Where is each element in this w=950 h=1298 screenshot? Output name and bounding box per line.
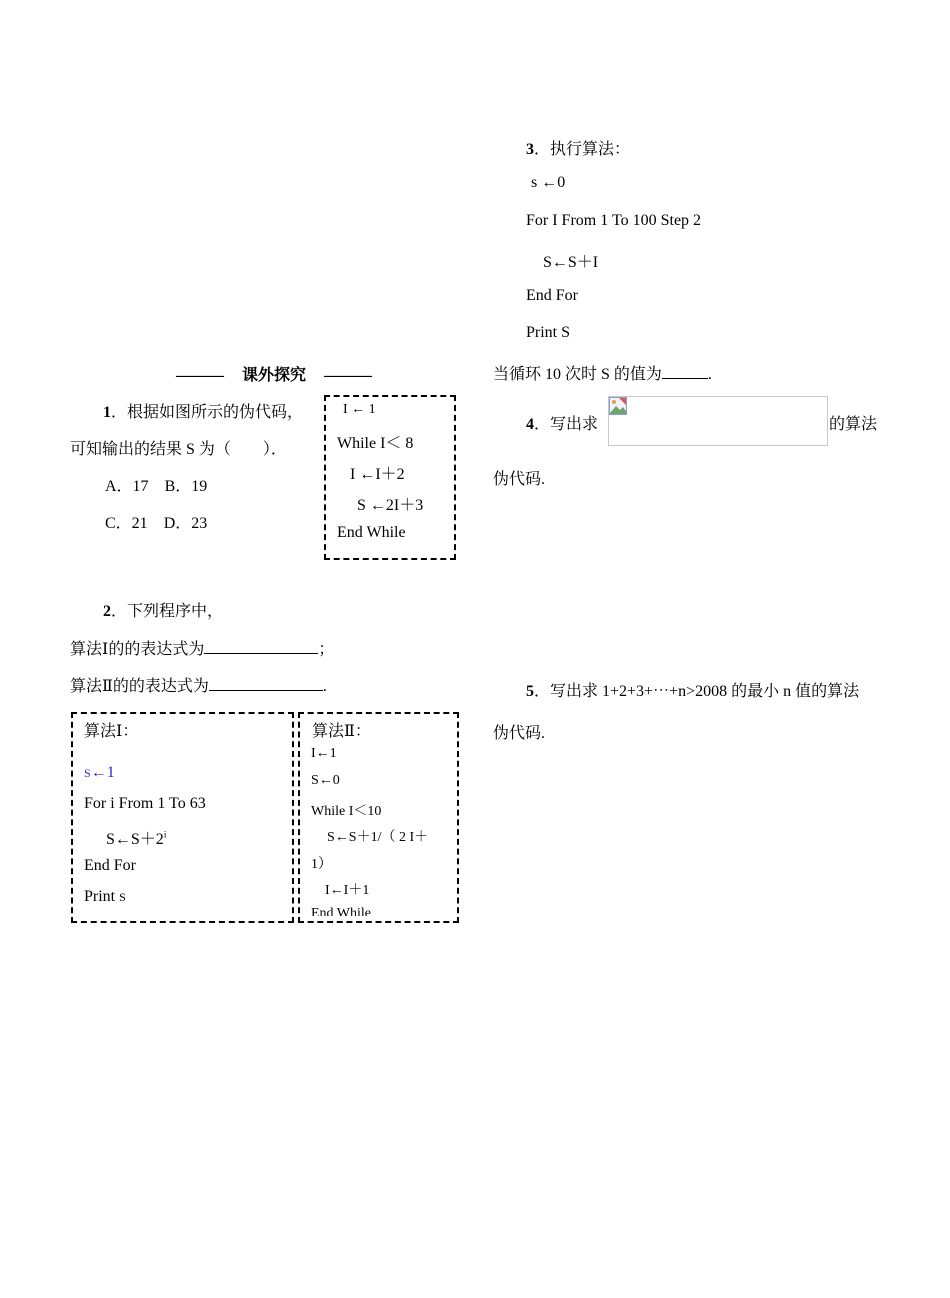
q2-algo2-blank xyxy=(209,676,323,691)
q5-line-1 xyxy=(526,678,859,701)
algo2-title: 算法Ⅱ： xyxy=(312,723,371,740)
algo1-print xyxy=(84,888,126,906)
algo2-content xyxy=(300,714,457,916)
q3-question-text: 当循环 10 次时 S 的值为 xyxy=(493,366,662,383)
algo1-for-line: For i From 1 To 63 xyxy=(84,795,206,812)
section-right-dash: ——— xyxy=(324,367,373,384)
q3-code-line-1: s ←0 xyxy=(531,174,566,191)
formula-image-placeholder xyxy=(608,396,828,446)
q1-code-line-3: I ←I＋2 xyxy=(350,466,405,483)
q2-line-2-text: 算法Ⅰ的的表达式为 xyxy=(70,641,205,658)
algo2-line-3: While I＜10 xyxy=(311,804,382,819)
q1-option-d: D．23 xyxy=(163,515,208,532)
q2-number: 2 xyxy=(103,603,111,620)
q1-options-cd xyxy=(105,510,207,533)
q4-prefix xyxy=(526,411,598,434)
q3-question xyxy=(493,361,712,384)
q3-title xyxy=(526,136,630,159)
q2-line-3-text: 算法Ⅱ的的表达式为 xyxy=(70,678,209,695)
algo1-print-word: Print xyxy=(84,888,116,905)
q3-number: 3 xyxy=(526,141,534,158)
q5-line-2: 伪代码. xyxy=(493,725,546,742)
q1-code-line-5: End While xyxy=(337,524,406,541)
algo1-body-text: S←S＋2 xyxy=(106,831,164,848)
q5-number: 5 xyxy=(526,683,534,700)
q4-prefix-text: ．写出求 xyxy=(534,416,599,433)
q1-number: 1 xyxy=(103,404,111,421)
q1-line-2: 可知输出的结果 S 为（ ）． xyxy=(70,441,287,458)
section-title: 课外探究 xyxy=(242,367,307,384)
q1-line-1 xyxy=(103,399,303,422)
q1-code-line-1: I ← 1 xyxy=(343,402,376,417)
q3-code-line-4: End For xyxy=(526,287,578,304)
q1-option-c: C．21 xyxy=(105,515,148,532)
algo1-body xyxy=(106,826,166,849)
q3-code-line-5: Print S xyxy=(526,324,571,341)
algo2-line-6: I←I＋1 xyxy=(325,883,370,898)
q2-line-3 xyxy=(70,673,327,696)
q2-line-1 xyxy=(103,598,223,621)
q1-code-line-2: While I＜ 8 xyxy=(337,435,414,452)
section-left-dash: ——— xyxy=(176,367,224,384)
algo1-end-for: End For xyxy=(84,857,136,874)
q3-code-line-2: For I From 1 To 100 Step 2 xyxy=(526,212,702,229)
q1-code-line-4: S ←2I＋3 xyxy=(357,497,424,514)
algo1-print-var: S xyxy=(119,890,126,904)
q4-number: 4 xyxy=(526,416,534,433)
q2-algo1-blank xyxy=(204,639,318,654)
q1-option-a: A．17 xyxy=(105,478,149,495)
algo1-init-var: S xyxy=(84,766,91,780)
q2-line-2 xyxy=(70,636,334,659)
q1-option-b: B．19 xyxy=(164,478,208,495)
q2-line-2-end: ； xyxy=(318,641,335,658)
algo2-line-4: S←S＋1/（ 2 I＋ xyxy=(327,830,429,845)
broken-image-icon xyxy=(609,397,627,415)
algo1-init xyxy=(84,764,115,782)
q2-line-1-text: ．下列程序中， xyxy=(111,603,224,620)
algo1-body-sup: i xyxy=(163,829,167,840)
q3-code-line-3: S←S＋I xyxy=(543,254,599,271)
algo1-title: 算法Ⅰ： xyxy=(84,723,139,740)
q3-question-end: . xyxy=(707,366,712,383)
q1-options-ab xyxy=(105,473,207,496)
section-heading xyxy=(176,362,372,385)
q5-line-1-text: ．写出求 1+2+3+⋯+n>2008 的最小 n 值的算法 xyxy=(534,683,860,700)
q3-title-text: ．执行算法： xyxy=(534,141,631,158)
algo2-line-7: End While xyxy=(311,906,372,916)
algo2-line-1: I←1 xyxy=(311,746,337,761)
q2-line-3-end: . xyxy=(322,678,327,695)
q4-suffix: 的算法 xyxy=(829,416,878,433)
algo2-line-5: 1） xyxy=(311,857,332,872)
q4-line-2: 伪代码. xyxy=(493,471,546,488)
algo1-init-val: ←1 xyxy=(90,764,115,781)
q1-line-1-text: ．根据如图所示的伪代码， xyxy=(111,404,304,421)
q3-answer-blank xyxy=(662,364,708,379)
algo2-line-2: S←0 xyxy=(311,773,340,788)
